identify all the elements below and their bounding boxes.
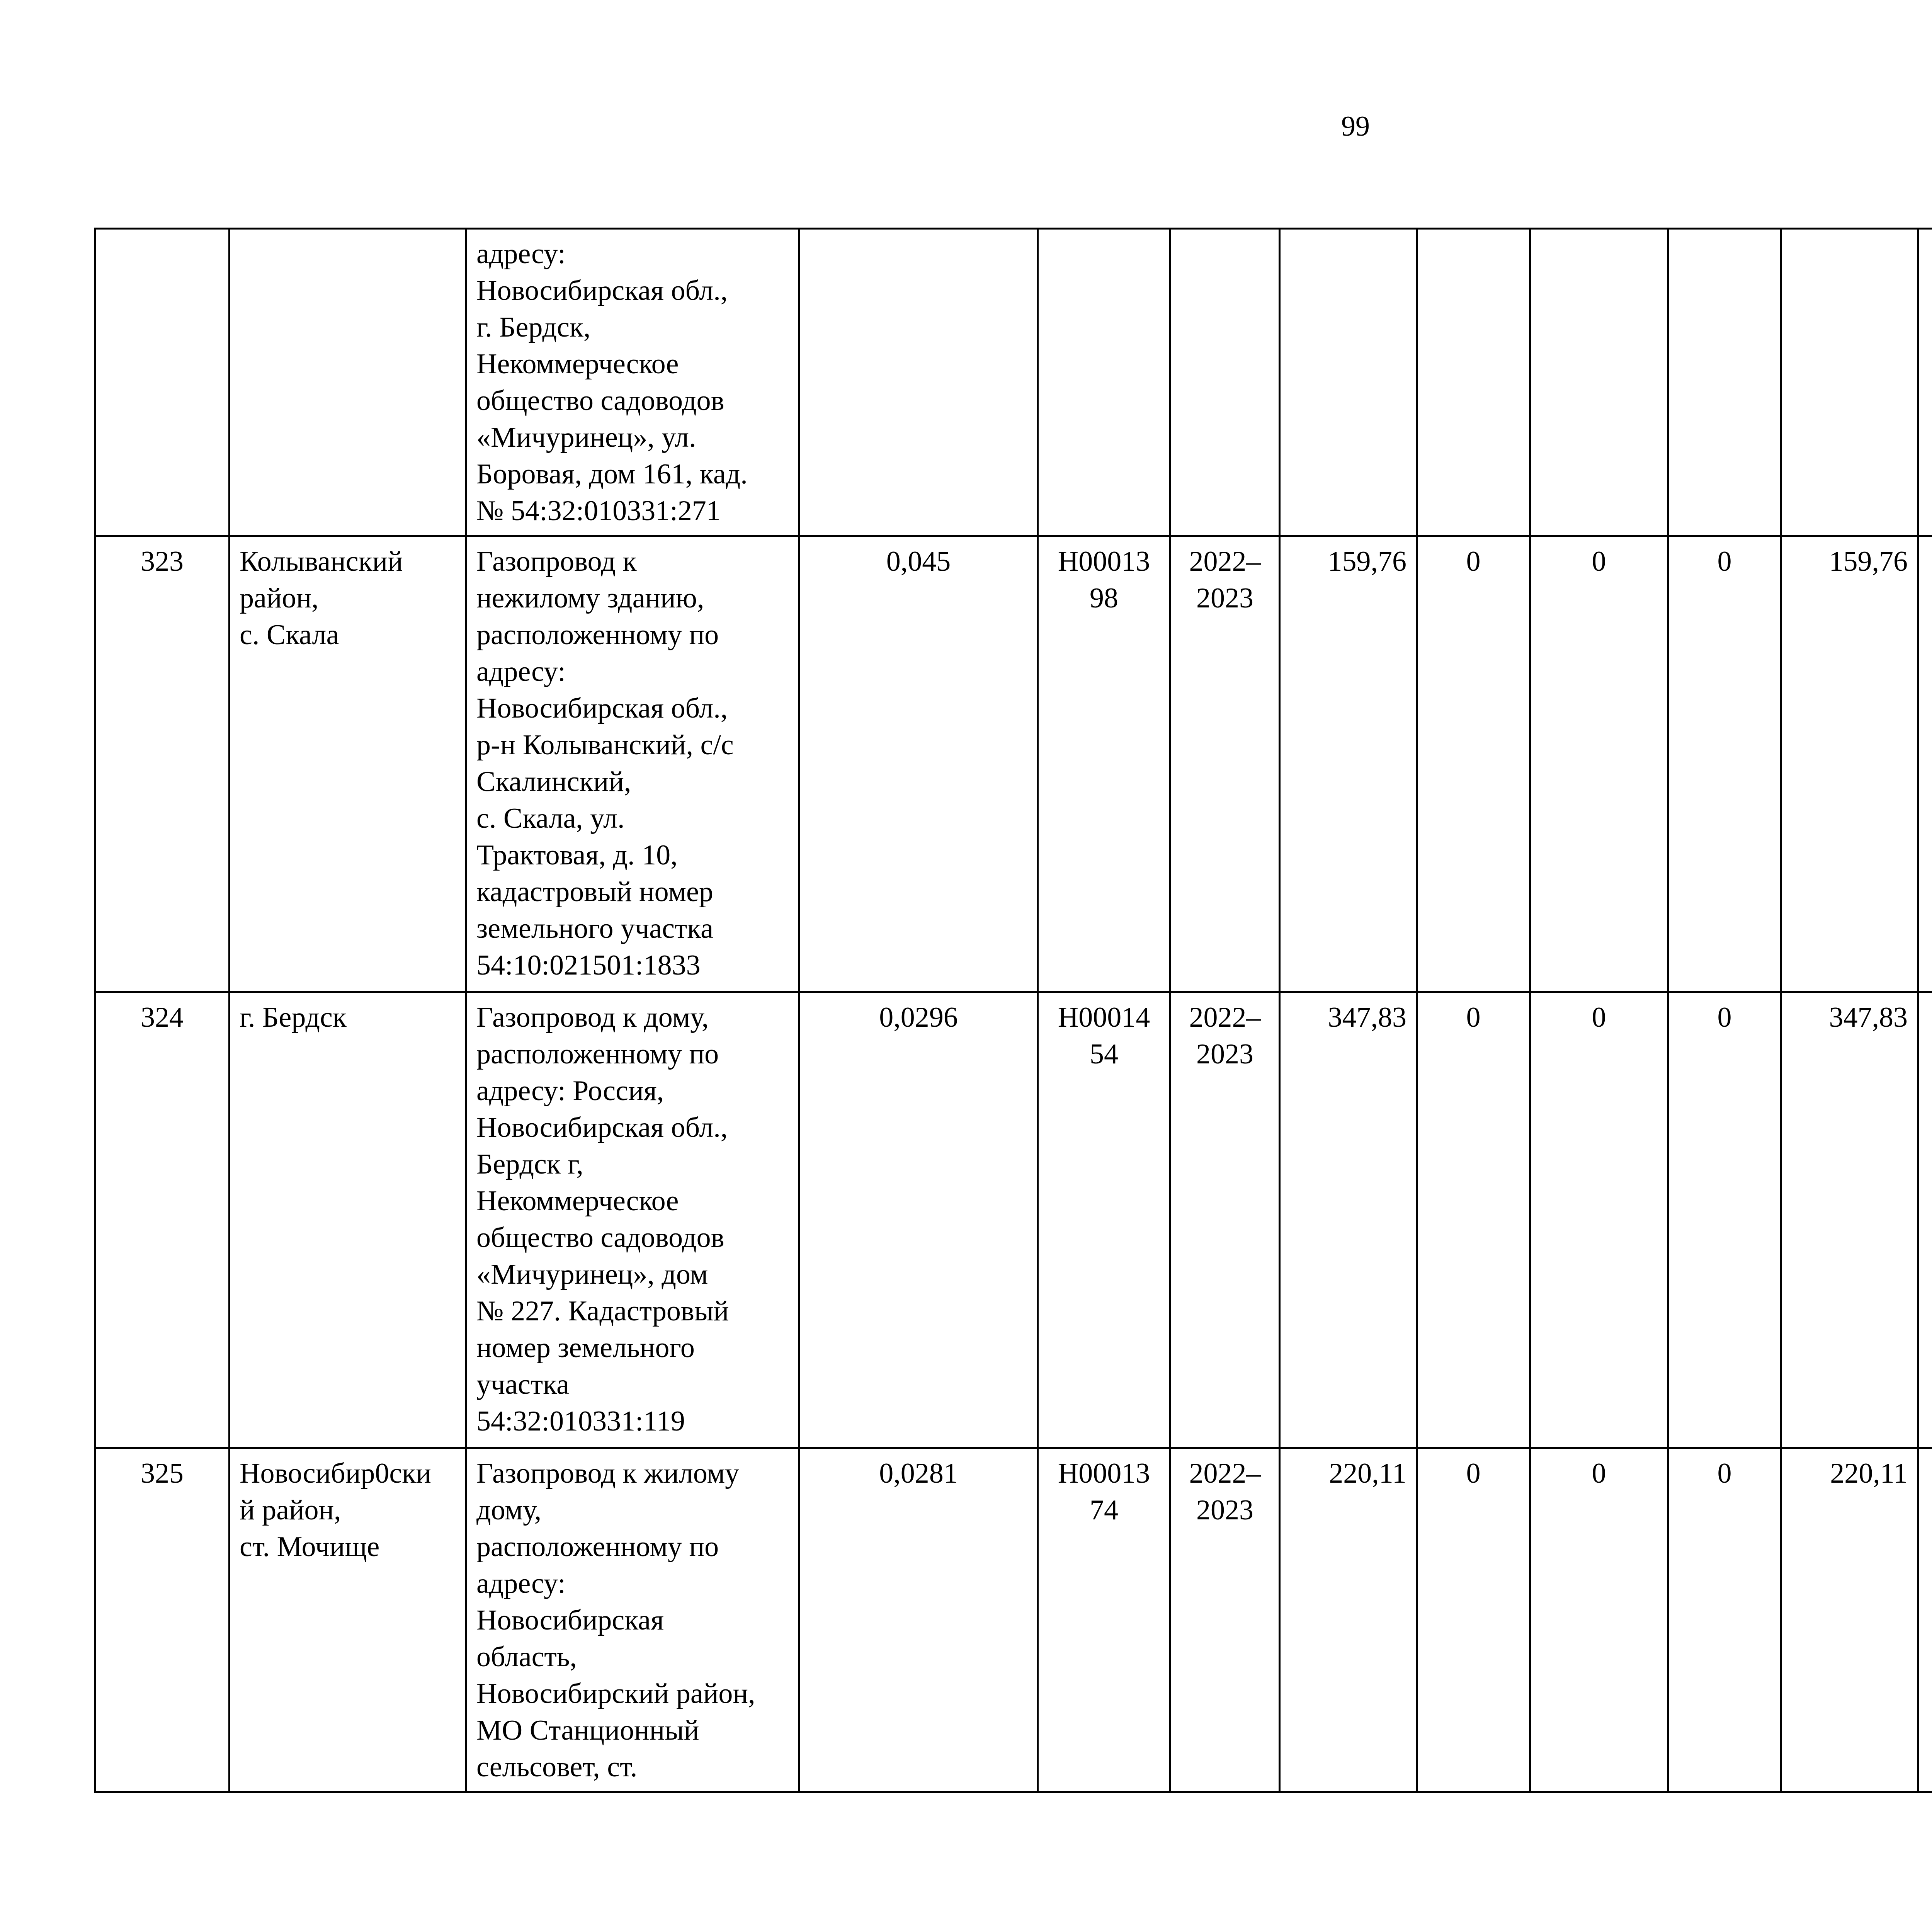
cell-organization bbox=[1918, 536, 1932, 992]
cell-total: 347,83 bbox=[1781, 992, 1918, 1448]
table-row bbox=[95, 536, 1932, 992]
cell-value-2: 0 bbox=[1530, 992, 1668, 1448]
cell-years: 2022– 2023 bbox=[1170, 536, 1280, 992]
cell-length: 0,0281 bbox=[799, 1448, 1038, 1792]
cell-location bbox=[230, 229, 466, 536]
cell-location: Новосибир0ски й район, ст. Мочище bbox=[230, 1448, 466, 1792]
cell-length bbox=[799, 229, 1038, 536]
cell-organization bbox=[1918, 1448, 1932, 1792]
cell-description: адресу: Новосибирская обл., г. Бердск, Некоммерческое общество садоводов «Мичуринец», ул. Боровая, дом 161, кад. № 54:32:010331:271 bbox=[466, 229, 799, 536]
cell-number: 325 bbox=[95, 1448, 230, 1792]
cell-location: г. Бердск bbox=[230, 992, 466, 1448]
cell-value-3: 0 bbox=[1668, 992, 1781, 1448]
cell-length: 0,045 bbox=[799, 536, 1038, 992]
cell-value-3 bbox=[1668, 229, 1781, 536]
cell-value-1 bbox=[1417, 229, 1530, 536]
cell-value-1: 0 bbox=[1417, 992, 1530, 1448]
cell-value-2: 0 bbox=[1530, 536, 1668, 992]
cell-value-1: 0 bbox=[1417, 1448, 1530, 1792]
cell-code: Н00013 74 bbox=[1038, 1448, 1170, 1792]
cell-cost: 220,11 bbox=[1280, 1448, 1417, 1792]
table-row bbox=[95, 1448, 1932, 1792]
table-row bbox=[95, 992, 1932, 1448]
cell-value-2 bbox=[1530, 229, 1668, 536]
cell-years bbox=[1170, 229, 1280, 536]
cell-code: Н00013 98 bbox=[1038, 536, 1170, 992]
registry-table bbox=[94, 228, 1932, 1793]
cell-value-1: 0 bbox=[1417, 536, 1530, 992]
cell-value-2: 0 bbox=[1530, 1448, 1668, 1792]
cell-number bbox=[95, 229, 230, 536]
cell-organization bbox=[1918, 229, 1932, 536]
cell-cost: 159,76 bbox=[1280, 536, 1417, 992]
cell-description: Газопровод к жилому дому, расположенному по адресу: Новосибирская область, Новосибирский район, МО Станционный сельсовет, ст. bbox=[466, 1448, 799, 1792]
cell-length: 0,0296 bbox=[799, 992, 1038, 1448]
cell-code: Н00014 54 bbox=[1038, 992, 1170, 1448]
table-row bbox=[95, 229, 1932, 536]
cell-location: Колыванский район, с. Скала bbox=[230, 536, 466, 992]
page-number: 99 bbox=[1341, 111, 1370, 142]
cell-total bbox=[1781, 229, 1918, 536]
cell-number: 324 bbox=[95, 992, 230, 1448]
cell-number: 323 bbox=[95, 536, 230, 992]
cell-code bbox=[1038, 229, 1170, 536]
cell-organization bbox=[1918, 992, 1932, 1448]
cell-value-3: 0 bbox=[1668, 1448, 1781, 1792]
cell-total: 159,76 bbox=[1781, 536, 1918, 992]
cell-total: 220,11 bbox=[1781, 1448, 1918, 1792]
cell-years: 2022– 2023 bbox=[1170, 992, 1280, 1448]
cell-description: Газопровод к нежилому зданию, расположенному по адресу: Новосибирская обл., р-н Колыванский, с/с Скалинский, с. Скала, ул. Трактовая, д. 10, кадастровый номер земельного участка 54:10:021501:1833 bbox=[466, 536, 799, 992]
cell-value-3: 0 bbox=[1668, 536, 1781, 992]
cell-description: Газопровод к дому, расположенному по адресу: Россия, Новосибирская обл., Бердск г, Некоммерческое общество садоводов «Мичуринец», дом № 227. Кадастровый номер земельного участка 54:32:010331:119 bbox=[466, 992, 799, 1448]
cell-years: 2022– 2023 bbox=[1170, 1448, 1280, 1792]
cell-cost bbox=[1280, 229, 1417, 536]
cell-cost: 347,83 bbox=[1280, 992, 1417, 1448]
